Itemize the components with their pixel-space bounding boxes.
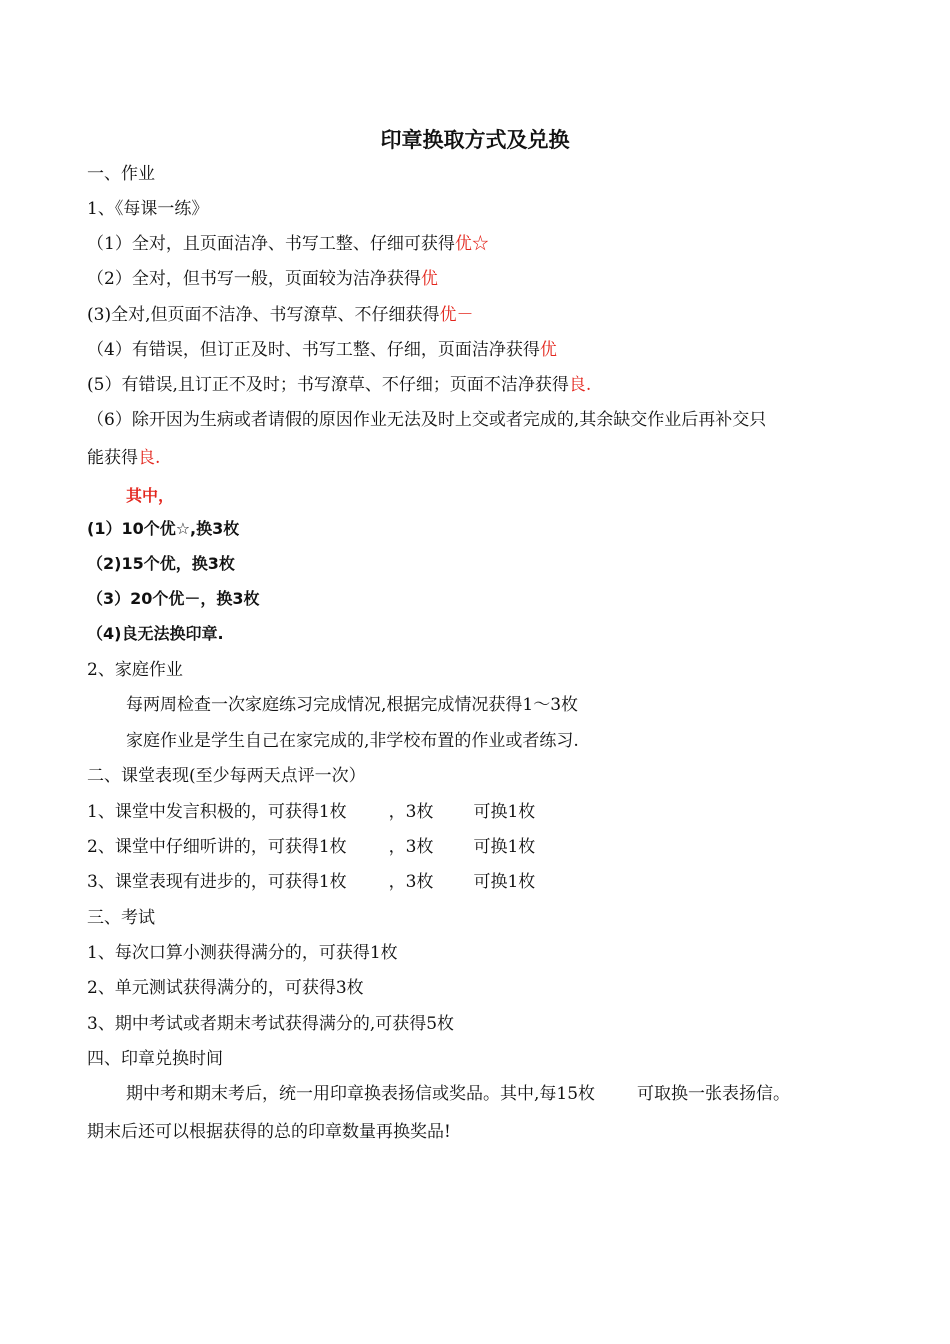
classroom-row-exchange: 可换1枚 xyxy=(473,872,536,892)
exam-rule: 1、每次口算小测获得满分的，可获得1枚 xyxy=(87,943,398,963)
grade-item-text: （2）全对，但书写一般，页面较为洁净获得 xyxy=(87,269,421,289)
subsection-workbook-heading: 1、《每课一练》 xyxy=(87,199,209,219)
exchange-rule: （4)良无法换印章. xyxy=(87,624,224,643)
grade-badge: 优 xyxy=(420,269,438,289)
grade-item xyxy=(87,339,557,361)
grade-item-text: （4）有错误，但订正及时、书写工整、仔细，页面洁净获得 xyxy=(87,340,540,360)
section-homework-heading: 一、作业 xyxy=(87,164,155,184)
grade-item xyxy=(87,268,438,290)
paragraph-line: 每两周检查一次家庭练习完成情况,根据完成情况获得1～3枚 xyxy=(126,695,579,715)
classroom-row-exchange: 可换1枚 xyxy=(473,802,536,822)
grade-item-text: （6）除开因为生病或者请假的原因作业无法及时上交或者完成的,其余缺交作业后再补交只 xyxy=(87,410,767,430)
classroom-row-count: ，3枚 xyxy=(388,802,434,822)
section-redeem-heading: 四、印章兑换时间 xyxy=(87,1049,223,1069)
classroom-row xyxy=(87,801,535,823)
exam-rule: 2、单元测试获得满分的，可获得3枚 xyxy=(87,978,364,998)
exchange-rule: （2)15个优，换3枚 xyxy=(87,554,235,573)
redeem-text: 期中考和期末考后，统一用印章换表扬信或奖品。其中,每15枚 xyxy=(126,1084,596,1104)
grade-badge: 优 xyxy=(539,340,557,360)
grade-badge: 优☆ xyxy=(454,234,489,254)
grade-badge: 良. xyxy=(138,448,161,468)
classroom-row xyxy=(87,836,535,858)
classroom-row-exchange: 可换1枚 xyxy=(473,837,536,857)
exam-rule: 3、期中考试或者期末考试获得满分的,可获得5枚 xyxy=(87,1014,455,1034)
exchange-note-heading: 其中， xyxy=(126,486,175,505)
classroom-row-desc: 3、课堂表现有进步的，可获得1枚 xyxy=(87,872,347,892)
grade-badge: 良. xyxy=(568,375,592,395)
section-exam-heading: 三、考试 xyxy=(87,908,155,928)
classroom-row-count: ，3枚 xyxy=(388,837,434,857)
grade-item-text: (5）有错误,且订正不及时；书写潦草、不仔细；页面不洁净获得 xyxy=(87,375,569,395)
grade-item-text-continued: 能获得 xyxy=(87,448,138,468)
exchange-rule: （3）20个优－，换3枚 xyxy=(87,589,260,608)
classroom-row-desc: 2、课堂中仔细听讲的，可获得1枚 xyxy=(87,837,347,857)
redeem-paragraph-line: 期末后还可以根据获得的总的印章数量再换奖品! xyxy=(87,1122,451,1142)
redeem-paragraph-line xyxy=(126,1083,790,1105)
classroom-row xyxy=(87,871,535,893)
grade-item xyxy=(87,374,591,396)
grade-item xyxy=(87,447,160,469)
exchange-rule: (1）10个优☆,换3枚 xyxy=(87,519,240,538)
grade-item-text: (3)全对,但页面不洁净、书写潦草、不仔细获得 xyxy=(87,305,440,325)
classroom-row-desc: 1、课堂中发言积极的，可获得1枚 xyxy=(87,802,347,822)
page-title: 印章换取方式及兑换 xyxy=(380,128,570,152)
grade-item xyxy=(87,233,489,255)
paragraph-line: 家庭作业是学生自己在家完成的,非学校布置的作业或者练习. xyxy=(126,731,579,751)
subsection-homework-home-heading: 2、家庭作业 xyxy=(87,660,183,680)
grade-item xyxy=(87,304,473,326)
grade-badge: 优－ xyxy=(439,305,474,325)
classroom-row-count: ，3枚 xyxy=(388,872,434,892)
redeem-text: 可取换一张表扬信。 xyxy=(637,1084,791,1104)
section-classroom-heading: 二、课堂表现(至少每两天点评一次） xyxy=(87,766,366,786)
grade-item-text: （1）全对，且页面洁净、书写工整、仔细可获得 xyxy=(87,234,455,254)
